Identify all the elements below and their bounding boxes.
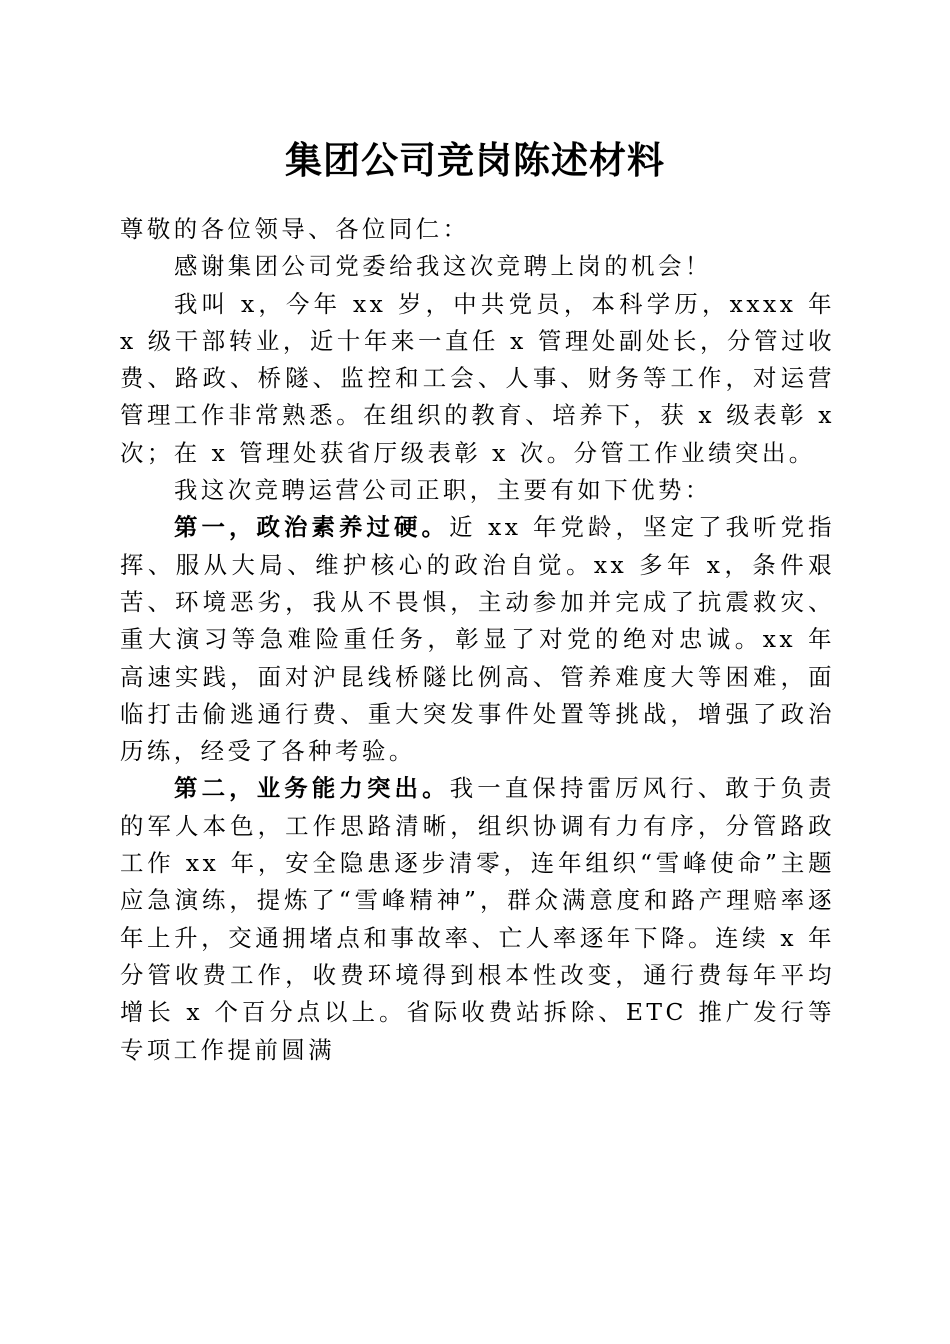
paragraph-text: 我这次竞聘运营公司正职，主要有如下优势：	[174, 476, 712, 505]
paragraph-text: 感谢集团公司党委给我这次竞聘上岗的机会！	[174, 252, 712, 281]
paragraph-political-quality	[120, 509, 835, 770]
paragraph-advantages-intro	[120, 472, 835, 509]
paragraph-lead: 第一，政治素养过硬。	[174, 513, 450, 542]
paragraph-thanks	[120, 248, 835, 285]
salutation: 尊敬的各位领导、各位同仁：	[120, 215, 470, 243]
paragraph-lead: 第二，业务能力突出。	[174, 774, 450, 803]
paragraph-text: 我一直保持雷厉风行、敢于负责的军人本色，工作思路清晰，组织协调有力有序，分管路政工作 xx 年，安全隐患逐步清零，连年组织“雪峰使命”主题应急演练，提炼了“雪峰精神”，群众满意度和路产理赔率逐年上升，交通拥堵点和事故率、亡人率逐年下降。连续 x 年分管收费工作，收费环境得到根本性改变，通行费每年平均增长 x 个百分点以上。省际收费站拆除、ETC 推广发行等专项工作提前圆满	[120, 774, 836, 1064]
paragraph-text: 我叫 x，今年 xx 岁，中共党员，本科学历，xxxx 年 x 级干部转业，近十年来一直任 x 管理处副处长，分管过收费、路政、桥隧、监控和工会、人事、财务等工作，对运营管理工作非常熟悉。在组织的教育、培养下，获 x 级表彰 x 次；在 x 管理处获省厅级表彰 x 次。分管工作业绩突出。	[120, 289, 835, 467]
document-body	[120, 211, 835, 1069]
paragraph-text: 近 xx 年党龄，坚定了我听党指挥、服从大局、维护核心的政治自觉。xx 多年 x，条件艰苦、环境恶劣，我从不畏惧，主动参加并完成了抗震救灾、重大演习等急难险重任务，彰显了对党的绝对忠诚。xx 年高速实践，面对沪昆线桥隧比例高、管养难度大等困难，面临打击偷逃通行费、重大突发事件处置等挑战，增强了政治历练，经受了各种考验。	[120, 513, 835, 766]
paragraph-business-ability	[120, 770, 835, 1068]
document-title: 集团公司竞岗陈述材料	[285, 138, 665, 182]
paragraph-self-introduction	[120, 286, 835, 472]
